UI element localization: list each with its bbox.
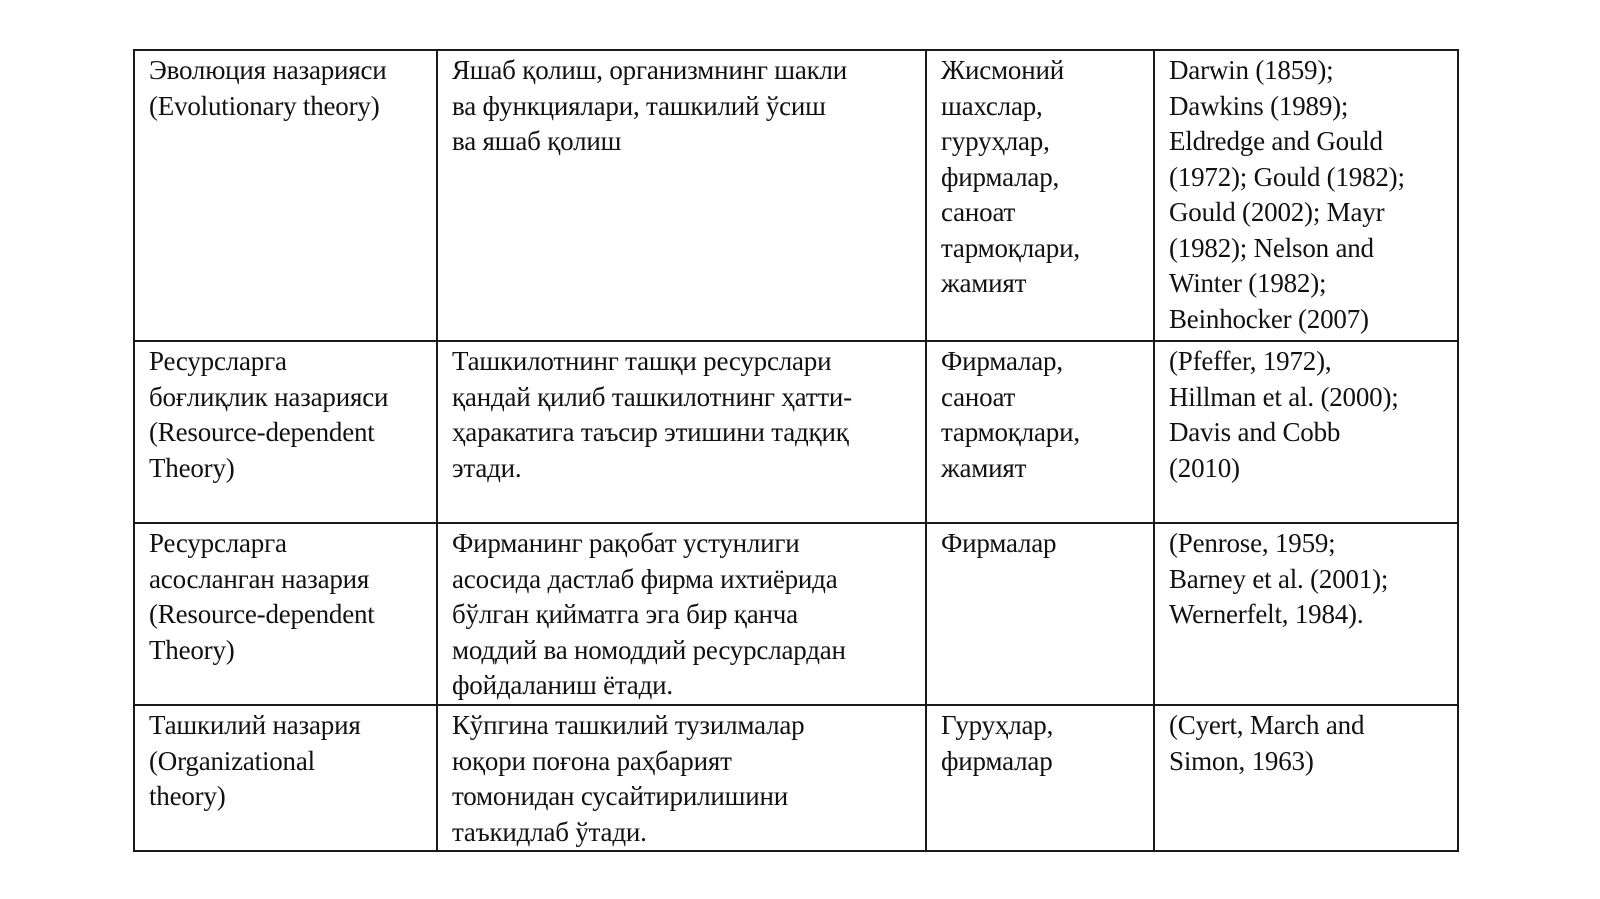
theory-name: Ташкилий назария (Organizational theory)	[149, 710, 361, 811]
units-cell	[926, 341, 1154, 523]
authors-cell	[1154, 523, 1458, 705]
analysis-units: Гуруҳлар, фирмалар	[941, 710, 1054, 776]
authors-cell	[1154, 705, 1458, 851]
description-cell	[437, 705, 926, 851]
table-row	[134, 341, 1458, 523]
authors-list: (Cyert, March and Simon, 1963)	[1169, 710, 1365, 776]
theory-description: Яшаб қолиш, организмнинг шакли ва функциялари, ташкилий ўсиш ва яшаб қолиш	[452, 55, 848, 156]
theory-name: Эволюция назарияси (Evolutionary theory)	[149, 55, 387, 121]
analysis-units: Жисмоний шахслар, гуруҳлар, фирмалар, саноат тармоқлари, жамият	[941, 55, 1080, 298]
theory-name: Ресурсларга боғлиқлик назарияси (Resource-dependent Theory)	[149, 346, 389, 483]
authors-cell	[1154, 50, 1458, 341]
units-cell	[926, 705, 1154, 851]
description-cell	[437, 341, 926, 523]
table-row	[134, 523, 1458, 705]
theory-cell	[134, 50, 437, 341]
theories-table	[133, 49, 1459, 852]
authors-list: (Pfeffer, 1972), Hillman et al. (2000); Davis and Cobb (2010)	[1169, 346, 1399, 483]
theory-cell	[134, 523, 437, 705]
theory-description: Кўпгина ташкилий тузилмалар юқори поғона раҳбарият томонидан сусайтирилишини таъкидлаб ўтади.	[452, 710, 805, 847]
analysis-units: Фирмалар	[941, 528, 1057, 558]
theory-cell	[134, 341, 437, 523]
units-cell	[926, 50, 1154, 341]
authors-list: (Penrose, 1959; Barney et al. (2001); Wernerfelt, 1984).	[1169, 528, 1389, 629]
authors-list: Darwin (1859); Dawkins (1989); Eldredge and Gould (1972); Gould (1982); Gould (2002); Mayr (1982); Nelson and Winter (1982); Beinhocker (2007)	[1169, 55, 1405, 334]
authors-cell	[1154, 341, 1458, 523]
description-cell	[437, 50, 926, 341]
analysis-units: Фирмалар, саноат тармоқлари, жамият	[941, 346, 1080, 483]
table-row	[134, 50, 1458, 341]
theory-cell	[134, 705, 437, 851]
theory-description: Фирманинг рақобат устунлиги асосида дастлаб фирма ихтиёрида бўлган қийматга эга бир қанча моддий ва номоддий ресурслардан фойдаланиш ётади.	[452, 528, 846, 700]
table-row	[134, 705, 1458, 851]
theory-description: Ташкилотнинг ташқи ресурслари қандай қилиб ташкилотнинг ҳатти- ҳаракатига таъсир этишини тадқиқ этади.	[452, 346, 852, 483]
theory-name: Ресурсларга асосланган назария (Resource-dependent Theory)	[149, 528, 375, 665]
description-cell	[437, 523, 926, 705]
units-cell	[926, 523, 1154, 705]
